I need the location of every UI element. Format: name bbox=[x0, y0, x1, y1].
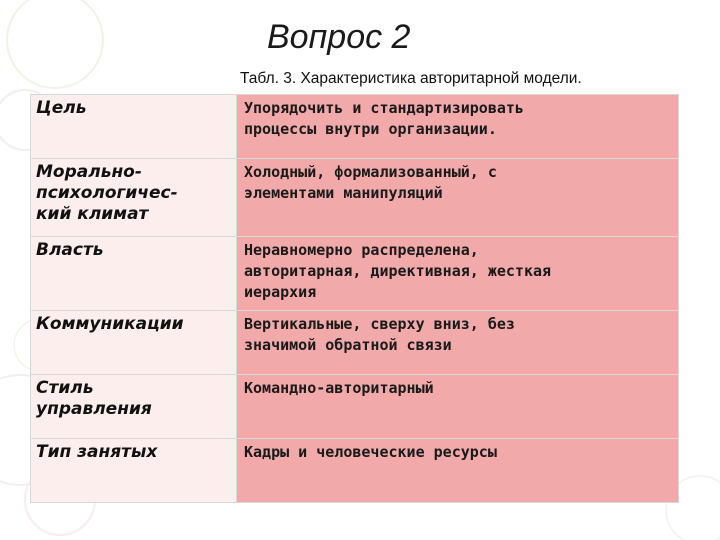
row-label-cell bbox=[31, 95, 237, 159]
row-label-cell bbox=[31, 311, 237, 375]
row-value: Командно-авторитарный bbox=[244, 379, 434, 397]
table-row-communications bbox=[31, 311, 679, 375]
row-value-cell bbox=[237, 311, 679, 375]
row-value-cell bbox=[237, 375, 679, 439]
slide-title: Вопрос 2 bbox=[267, 18, 411, 56]
row-value-cell bbox=[237, 95, 679, 159]
row-label-cell bbox=[31, 439, 237, 503]
table-row-goal bbox=[31, 95, 679, 159]
row-label: Цель bbox=[36, 98, 87, 118]
characteristics-table bbox=[30, 94, 679, 503]
row-value-cell bbox=[237, 237, 679, 311]
row-label: Власть bbox=[36, 240, 104, 260]
row-value-cell bbox=[237, 159, 679, 237]
table-row-climate bbox=[31, 159, 679, 237]
row-label: Стиль управления bbox=[36, 378, 152, 419]
table-row-power bbox=[31, 237, 679, 311]
row-label: Тип занятых bbox=[36, 442, 158, 462]
row-value: Неравномерно распределена, авторитарная, директивная, жесткая иерархия bbox=[244, 241, 552, 301]
table-row-employees bbox=[31, 439, 679, 503]
row-value: Вертикальные, сверху вниз, без значимой обратной связи bbox=[244, 315, 515, 354]
row-value-cell bbox=[237, 439, 679, 503]
row-label-cell bbox=[31, 375, 237, 439]
table-row-management-style bbox=[31, 375, 679, 439]
table-caption: Табл. 3. Характеристика авторитарной модели. bbox=[240, 70, 582, 87]
row-label-cell bbox=[31, 159, 237, 237]
row-label-cell bbox=[31, 237, 237, 311]
row-value: Холодный, формализованный, с элементами манипуляций bbox=[244, 163, 497, 202]
row-value: Кадры и человеческие ресурсы bbox=[244, 443, 497, 461]
row-value: Упорядочить и стандартизировать процессы внутри организации. bbox=[244, 99, 524, 138]
row-label: Коммуникации bbox=[36, 314, 184, 334]
row-label: Морально- психологичес- кий климат bbox=[36, 162, 178, 224]
